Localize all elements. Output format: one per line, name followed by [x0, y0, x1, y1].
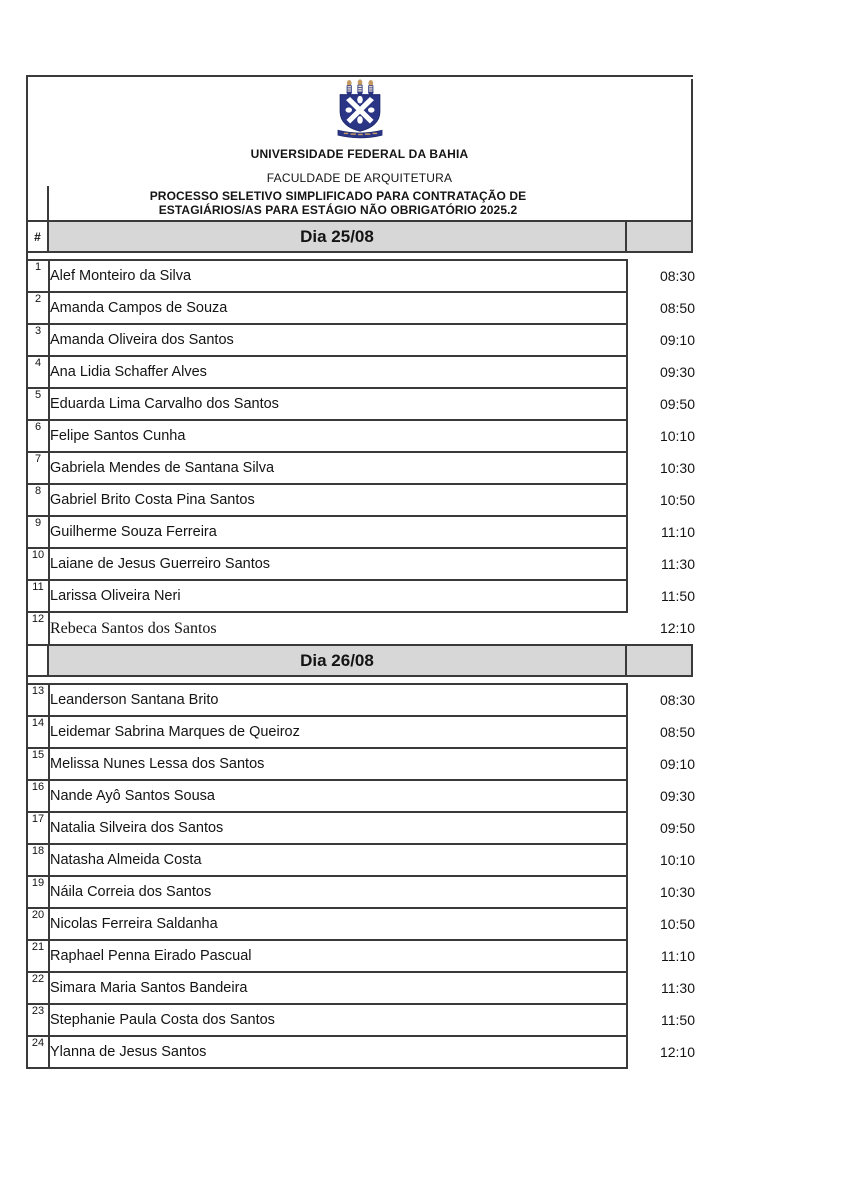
day-section [28, 220, 693, 644]
row-number: 4 [28, 356, 49, 388]
schedule-row [28, 292, 695, 324]
schedule-row [28, 844, 695, 876]
candidate-name: Ana Lidia Schaffer Alves [49, 356, 627, 388]
process-title-row [28, 186, 691, 220]
interview-time: 10:30 [659, 460, 695, 476]
candidate-name: Ylanna de Jesus Santos [49, 1036, 627, 1068]
schedule-row [28, 580, 695, 612]
row-number: 3 [28, 324, 49, 356]
schedule-row [28, 908, 695, 940]
candidate-name: Stephanie Paula Costa dos Santos [49, 1004, 627, 1036]
candidate-name: Felipe Santos Cunha [49, 420, 627, 452]
candidate-name: Amanda Campos de Souza [49, 292, 627, 324]
schedule-row [28, 716, 695, 748]
schedule-row [28, 388, 695, 420]
row-number: 1 [28, 260, 49, 292]
interview-time: 12:10 [659, 1044, 695, 1060]
schedule-sections [28, 220, 693, 1069]
schedule-document [26, 75, 693, 1069]
faculty-title: FACULDADE DE ARQUITETURA [266, 171, 453, 185]
day-section-header [28, 644, 693, 677]
candidate-name: Nicolas Ferreira Saldanha [49, 908, 627, 940]
candidate-name: Gabriel Brito Costa Pina Santos [49, 484, 627, 516]
schedule-row [28, 452, 695, 484]
row-number: 19 [28, 876, 49, 908]
row-number: 17 [28, 812, 49, 844]
interview-time: 09:30 [659, 364, 695, 380]
candidate-name: Leanderson Santana Brito [49, 684, 627, 716]
schedule-row [28, 548, 695, 580]
candidate-name: Náila Correia dos Santos [49, 876, 627, 908]
torch-icons [346, 79, 373, 94]
schedule-row [28, 1004, 695, 1036]
schedule-row [28, 260, 695, 292]
ufba-coat-of-arms-logo [333, 79, 387, 141]
process-title-line2: ESTAGIÁRIOS/AS PARA ESTÁGIO NÃO OBRIGATÓRIO 2025.2 [158, 203, 518, 217]
row-number: 21 [28, 940, 49, 972]
schedule-row [28, 324, 695, 356]
interview-time: 09:30 [659, 788, 695, 804]
interview-time: 10:30 [659, 884, 695, 900]
interview-time: 10:10 [659, 852, 695, 868]
interview-time: 08:30 [659, 268, 695, 284]
schedule-row [28, 684, 695, 716]
row-number: 23 [28, 1004, 49, 1036]
interview-time: 11:30 [661, 556, 695, 572]
interview-time: 11:50 [661, 588, 695, 604]
row-number: 9 [28, 516, 49, 548]
day-section [28, 644, 693, 1069]
candidate-name: Natalia Silveira dos Santos [49, 812, 627, 844]
interview-time: 11:50 [661, 1012, 695, 1028]
row-number: 14 [28, 716, 49, 748]
interview-time: 09:50 [659, 820, 695, 836]
document-header [28, 79, 693, 220]
row-number: 16 [28, 780, 49, 812]
process-title [150, 189, 527, 217]
row-number: 12 [28, 612, 49, 644]
schedule-table [28, 683, 695, 1069]
candidate-name: Gabriela Mendes de Santana Silva [49, 452, 627, 484]
candidate-name: Eduarda Lima Carvalho dos Santos [49, 388, 627, 420]
row-number: 13 [28, 684, 49, 716]
row-number: 8 [28, 484, 49, 516]
candidate-name: Melissa Nunes Lessa dos Santos [49, 748, 627, 780]
schedule-row [28, 516, 695, 548]
interview-time: 08:30 [659, 692, 695, 708]
interview-time: 11:30 [661, 980, 695, 996]
number-column-header: # [28, 222, 49, 251]
interview-time: 12:10 [659, 620, 695, 636]
process-title-line1: PROCESSO SELETIVO SIMPLIFICADO PARA CONTRATAÇÃO DE [149, 189, 527, 203]
row-number: 5 [28, 388, 49, 420]
row-number: 2 [28, 292, 49, 324]
interview-time: 10:10 [659, 428, 695, 444]
process-title-cell [49, 186, 627, 220]
interview-time: 08:50 [659, 300, 695, 316]
schedule-row [28, 748, 695, 780]
interview-time: 09:10 [659, 756, 695, 772]
interview-time: 08:50 [659, 724, 695, 740]
time-column-header-cell [627, 646, 693, 675]
schedule-row [28, 940, 695, 972]
candidate-name: Raphael Penna Eirado Pascual [49, 940, 627, 972]
candidate-name: Amanda Oliveira dos Santos [49, 324, 627, 356]
interview-time: 11:10 [661, 948, 695, 964]
schedule-row [28, 356, 695, 388]
day-title: Dia 25/08 [49, 222, 627, 251]
interview-time: 09:50 [659, 396, 695, 412]
row-number: 11 [28, 580, 49, 612]
row-number: 18 [28, 844, 49, 876]
row-number: 20 [28, 908, 49, 940]
day-title: Dia 26/08 [49, 646, 627, 675]
schedule-row [28, 420, 695, 452]
row-number: 24 [28, 1036, 49, 1068]
row-number: 15 [28, 748, 49, 780]
interview-time: 09:10 [659, 332, 695, 348]
interview-time: 10:50 [659, 916, 695, 932]
candidate-name: Leidemar Sabrina Marques de Queiroz [49, 716, 627, 748]
time-column-header-cell [627, 222, 693, 251]
interview-time: 10:50 [659, 492, 695, 508]
candidate-name: Alef Monteiro da Silva [49, 260, 627, 292]
number-column-header [28, 646, 49, 675]
schedule-row [28, 812, 695, 844]
university-title: UNIVERSIDADE FEDERAL DA BAHIA [250, 147, 469, 161]
number-column-stub [28, 186, 49, 220]
day-section-header [28, 220, 693, 253]
schedule-row [28, 780, 695, 812]
schedule-row [28, 484, 695, 516]
interview-time: 11:10 [661, 524, 695, 540]
schedule-row [28, 612, 695, 644]
candidate-name: Nande Ayô Santos Sousa [49, 780, 627, 812]
candidate-name: Simara Maria Santos Bandeira [49, 972, 627, 1004]
candidate-name: Larissa Oliveira Neri [49, 580, 627, 612]
shield-saltire [345, 96, 374, 124]
candidate-name: Natasha Almeida Costa [49, 844, 627, 876]
row-number: 6 [28, 420, 49, 452]
schedule-row [28, 1036, 695, 1068]
schedule-row [28, 876, 695, 908]
candidate-name: Rebeca Santos dos Santos [50, 619, 217, 637]
candidate-name: Guilherme Souza Ferreira [49, 516, 627, 548]
row-number: 7 [28, 452, 49, 484]
candidate-name: Laiane de Jesus Guerreiro Santos [49, 548, 627, 580]
schedule-row [28, 972, 695, 1004]
schedule-table [28, 259, 695, 644]
row-number: 22 [28, 972, 49, 1004]
row-number: 10 [28, 548, 49, 580]
